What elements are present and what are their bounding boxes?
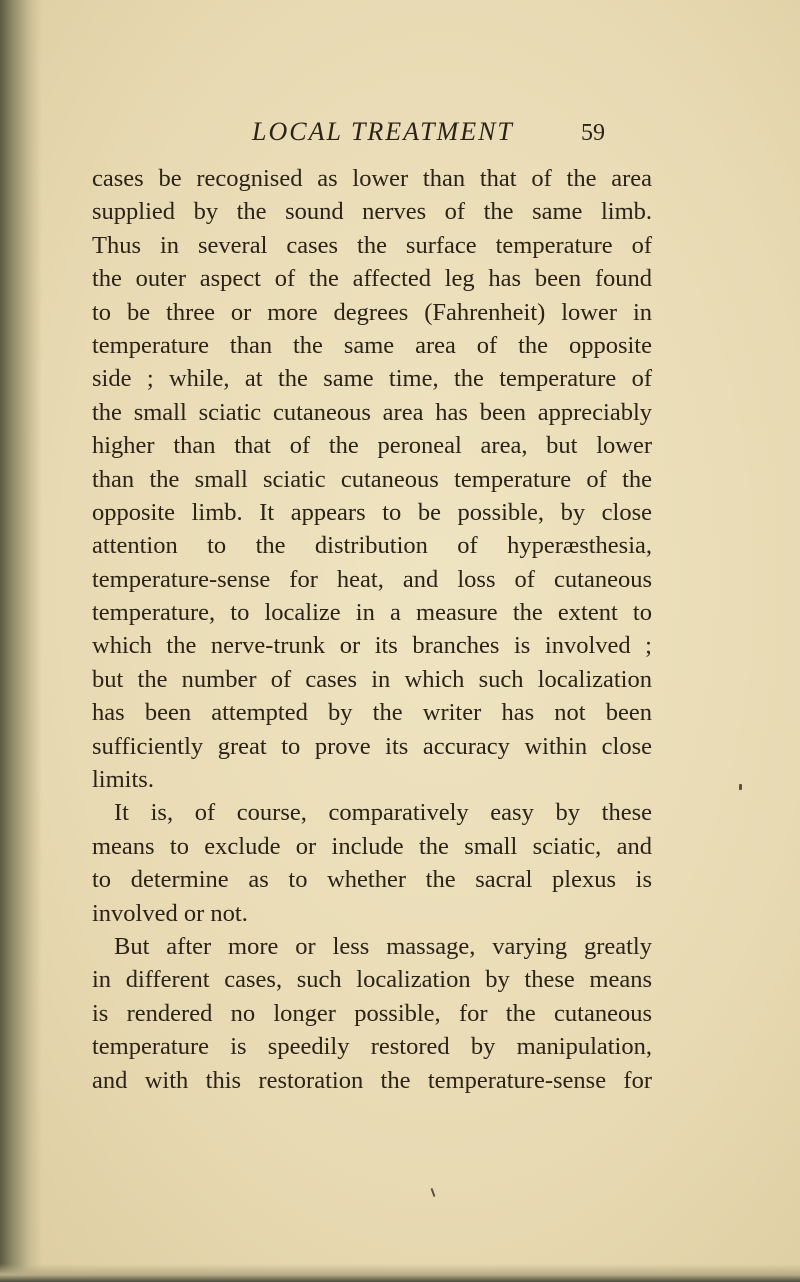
paper-speck — [431, 1188, 436, 1197]
paper-speck — [739, 784, 742, 790]
text-line: but the number of cases in which such localization — [92, 665, 652, 693]
text-line: sufficiently great to prove its accuracy within close — [92, 732, 652, 760]
text-line: to determine as to whether the sacral plexus is — [92, 866, 652, 894]
text-line: is rendered no longer possible, for the cutaneous — [92, 999, 652, 1027]
text-line: the small sciatic cutaneous area has been appreciably — [92, 398, 652, 426]
text-line: in different cases, such localization by these means — [92, 966, 652, 994]
page-number: 59 — [581, 120, 605, 146]
text-line: to be three or more degrees (Fahrenheit) lower in — [92, 298, 652, 326]
text-line: than the small sciatic cutaneous temperature of the — [92, 465, 652, 493]
text-line: has been attempted by the writer has not been — [92, 699, 652, 727]
text-line: cases be recognised as lower than that of the area — [92, 165, 652, 192]
text-line: limits. — [92, 766, 154, 794]
text-line: opposite limb. It appears to be possible, by close — [92, 498, 652, 526]
paragraph-start-line: It is, of course, comparatively easy by these — [114, 799, 652, 827]
text-line: side ; while, at the same time, the temperature of — [92, 365, 652, 393]
running-head — [0, 117, 800, 153]
text-line: temperature is speedily restored by manipulation, — [92, 1033, 652, 1061]
text-line: and with this restoration the temperature-sense for — [92, 1066, 652, 1094]
text-line: higher than that of the peroneal area, but lower — [92, 432, 652, 460]
text-line: Thus in several cases the surface temperature of — [92, 231, 652, 259]
body-text — [92, 162, 652, 1097]
text-line: involved or not. — [92, 899, 248, 927]
text-line: temperature-sense for heat, and loss of cutaneous — [92, 565, 652, 593]
paragraph-start-line: But after more or less massage, varying greatly — [114, 932, 652, 960]
page-bottom-edge — [0, 1264, 800, 1282]
text-line: supplied by the sound nerves of the same limb. — [92, 198, 652, 226]
text-line: temperature, to localize in a measure the extent to — [92, 599, 652, 627]
text-line: which the nerve-trunk or its branches is involved ; — [92, 632, 652, 660]
text-line: temperature than the same area of the opposite — [92, 331, 652, 359]
running-title: LOCAL TREATMENT — [252, 117, 514, 146]
text-line: means to exclude or include the small sciatic, and — [92, 832, 652, 860]
text-line: attention to the distribution of hyperæsthesia, — [92, 532, 652, 560]
text-line: the outer aspect of the affected leg has been found — [92, 265, 652, 293]
binding-shadow — [0, 0, 42, 1282]
